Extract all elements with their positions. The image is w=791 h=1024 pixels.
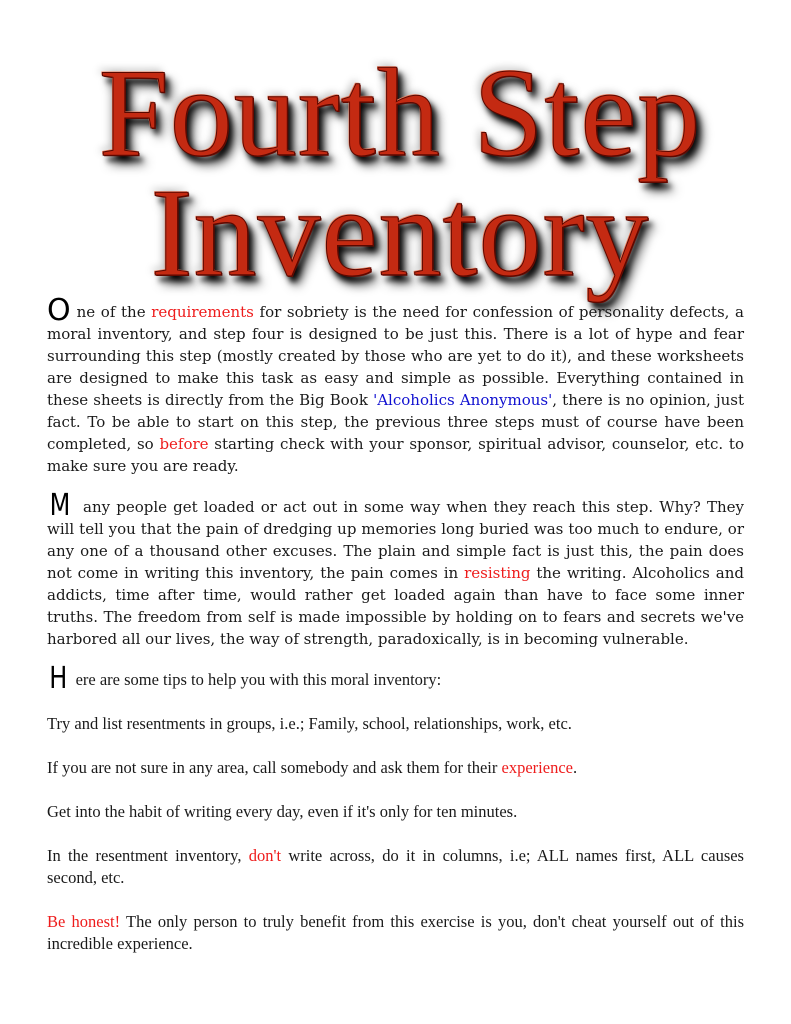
text-run: The only person to truly benefit from this exercise is you, don't cheat yourself out of this incredible experience. <box>47 912 744 953</box>
title-line-1: Fourth Step <box>98 44 702 183</box>
text-run: the writing. Alcoholics and addicts, time after time, would rather get loaded again than have to face some inner truths. The freedom from self is made impossible by holding on to fears and secrets we've harbored all our lives, the way of strength, paradoxically, is in becoming vulnerable. <box>47 564 744 648</box>
intro-paragraph <box>47 293 745 477</box>
text-run: , there is no opinion, just fact. To be able to start on this step, the previous three steps must of course have been completed, so <box>47 391 745 453</box>
tip-item <box>47 845 744 889</box>
why-paragraph <box>47 488 744 650</box>
title-banner <box>70 44 730 303</box>
text-run: for sobriety is the need for confession of personality defects, a moral inventory, and step four is designed to be just this. There is a lot of hype and fear surrounding this step (mostly created by those who are yet to do it), and these worksheets are designed to make this task as easy and simple as possible. Everything contained in these sheets is directly from the Big Book <box>47 303 744 409</box>
drop-cap: O <box>47 293 71 328</box>
text-run: Try and list resentments in groups, i.e.; Family, school, relationships, work, etc. <box>47 714 572 733</box>
highlight-requirements: requirements <box>151 303 254 321</box>
text-run: If you are not sure in any area, call somebody and ask them for their <box>47 758 502 777</box>
tip-item <box>47 757 744 779</box>
highlight-be-honest: Be honest! <box>47 912 121 931</box>
tip-item <box>47 801 744 823</box>
highlight-resisting: resisting <box>464 564 531 582</box>
text-run: any people get loaded or act out in some way when they reach this step. Why? They will tell you that the pain of dredging up memories long buried was too much to endure, or any one of a thousand other excuses. The plain and simple fact is just this, the pain does not come in writing this inventory, the pain comes in <box>47 498 744 582</box>
text-run: Get into the habit of writing every day, even if it's only for ten minutes. <box>47 802 518 821</box>
document-body <box>47 293 745 977</box>
text-run: write across, do it in columns, i.e; ALL names first, ALL causes second, etc. <box>47 846 744 887</box>
drop-cap: M <box>49 488 71 523</box>
text-run: In the resentment inventory, <box>47 846 249 865</box>
text-run: . <box>572 758 578 777</box>
drop-cap: H <box>49 661 68 696</box>
text-run: ne of the <box>76 303 152 321</box>
link-alcoholics-anonymous[interactable]: 'Alcoholics Anonymous' <box>373 391 553 409</box>
tips-intro-text: ere are some tips to help you with this moral inventory: <box>75 670 442 689</box>
highlight-experience: experience <box>501 758 573 777</box>
text-run: starting check with your sponsor, spiritual advisor, counselor, etc. to make sure you are ready. <box>47 435 744 475</box>
tips-section <box>47 661 744 955</box>
highlight-before: before <box>159 435 209 453</box>
tip-item <box>47 713 744 735</box>
tips-intro <box>47 661 744 696</box>
tip-item <box>47 911 744 955</box>
highlight-dont: don't <box>248 846 282 865</box>
title-line-2: Inventory <box>150 164 650 303</box>
